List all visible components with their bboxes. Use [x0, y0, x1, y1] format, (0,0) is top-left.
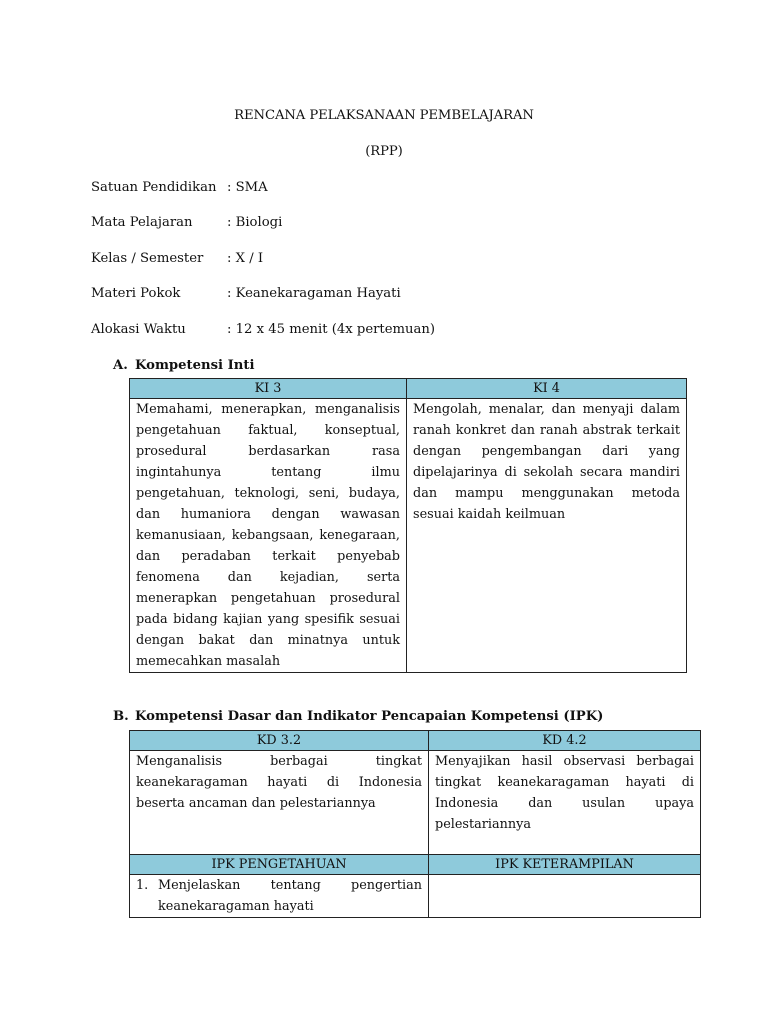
meta-label: Alokasi Waktu: [91, 322, 186, 337]
meta-label: Mata Pelajaran: [91, 215, 193, 230]
ipk-pengetahuan-cell: [130, 875, 429, 918]
ki4-header: KI 4: [407, 379, 687, 399]
meta-value: : X / I: [227, 251, 264, 266]
ki4-text: Mengolah, menalar, dan menyaji dalam ranah konkret dan ranah abstrak terkait dengan pengembangan dari yang dipelajarinya di sekolah secara mandiri dan mampu menggunakan metoda sesuai kaidah keilmuan: [407, 399, 687, 673]
kd32-header: KD 3.2: [130, 731, 429, 751]
meta-label: Satuan Pendidikan: [91, 180, 217, 195]
meta-label: Materi Pokok: [91, 286, 181, 301]
section-title: Kompetensi Dasar dan Indikator Pencapaian Kompetensi (IPK): [135, 709, 604, 724]
section-a-heading: [113, 358, 255, 373]
list-item-text: Menjelaskan tentang pengertian keanekaragaman hayati: [158, 878, 422, 914]
kd42-text: Menyajikan hasil observasi berbagai tingkat keanekaragaman hayati di Indonesia dan usulan upaya pelestariannya: [429, 751, 701, 855]
section-letter: B.: [113, 709, 129, 724]
section-b-heading: [113, 709, 603, 724]
meta-value: : SMA: [227, 180, 268, 195]
meta-value: : Keanekaragaman Hayati: [227, 286, 401, 301]
kd32-text: Menganalisis berbagai tingkat keanekaragaman hayati di Indonesia beserta ancaman dan pelestariannya: [130, 751, 429, 855]
meta-label: Kelas / Semester: [91, 251, 204, 266]
kd42-header: KD 4.2: [429, 731, 701, 751]
section-letter: A.: [113, 358, 128, 373]
ipk-keterampilan-header: IPK KETERAMPILAN: [429, 855, 701, 875]
ki3-text: Memahami, menerapkan, menganalisis pengetahuan faktual, konseptual, prosedural berdasarkan rasa ingintahunya tentang ilmu pengetahuan, teknologi, seni, budaya, dan humaniora dengan wawasan kemanusiaan, kebangsaan, kenegaraan, dan peradaban terkait penyebab fenomena dan kejadian, serta menerapkan pengetahuan prosedural pada bidang kajian yang spesifik sesuai dengan bakat dan minatnya untuk memecahkan masalah: [130, 399, 407, 673]
ipk-pengetahuan-header: IPK PENGETAHUAN: [130, 855, 429, 875]
ki-table: [129, 378, 687, 673]
meta-value: : Biologi: [227, 215, 283, 230]
ipk-keterampilan-cell: [429, 875, 701, 918]
meta-value: : 12 x 45 menit (4x pertemuan): [227, 322, 436, 337]
document-title: RENCANA PELAKSANAAN PEMBELAJARAN: [234, 108, 534, 123]
section-title: Kompetensi Inti: [135, 358, 255, 373]
document-subtitle: (RPP): [365, 144, 403, 159]
ki3-header: KI 3: [130, 379, 407, 399]
list-item-number: 1.: [136, 878, 149, 893]
list-item: [136, 875, 422, 917]
kd-ipk-table: [129, 730, 701, 918]
